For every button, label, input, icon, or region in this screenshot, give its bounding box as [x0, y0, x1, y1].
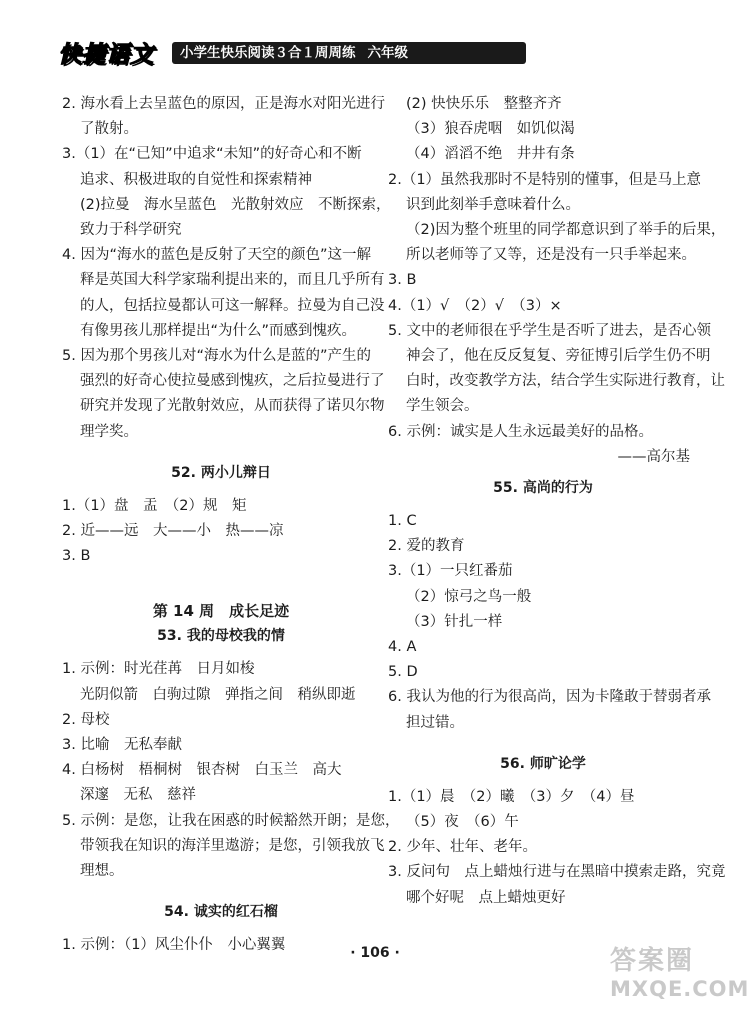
answer-line: 1.（1）盘 盂 （2）规 矩: [62, 497, 247, 514]
answer-line: 学生领会。: [406, 398, 479, 415]
answer-line: 光阴似箭 白驹过隙 弹指之间 稍纵即逝: [80, 686, 356, 703]
answer-line: 带领我在知识的海洋里遨游；是您，引领我放飞: [80, 837, 385, 854]
answer-line: （2)因为整个班里的同学都意识到了举手的后果，: [406, 222, 726, 239]
answer-line: 6. 示例：诚实是人生永远最美好的品格。: [388, 423, 653, 440]
answer-line: 有像男孩儿那样提出“为什么”而感到愧疚。: [80, 322, 357, 339]
answer-line: 研究并发现了光散射效应，从而获得了诺贝尔物: [80, 398, 385, 415]
answer-line: 3.（1）在“已知”中追求“未知”的好奇心和不断: [62, 146, 362, 163]
series-logo: 快捷语文: [58, 41, 154, 68]
answer-line: 了散射。: [80, 121, 138, 138]
watermark-url: MXQE.COM: [610, 977, 750, 1001]
answer-line: 识到此刻举手意味着什么。: [406, 196, 580, 213]
spacer: [62, 569, 380, 599]
grade-label: 六年级: [367, 45, 408, 61]
lesson-title: 56. 师旷论学: [500, 755, 586, 772]
answer-line: 白时，改变教学方法，结合学生实际进行教育，让: [406, 373, 725, 390]
answer-line: 6. 我认为他的行为很高尚，因为卡隆敢于替弱者承: [388, 689, 711, 706]
spacer: [62, 486, 380, 494]
answer-line: 追求、积极进取的自觉性和探索精神: [80, 171, 312, 188]
answer-line: 理想。: [80, 863, 124, 880]
answer-column-right: [388, 92, 726, 911]
answer-line: 哪个好呢 点上蜡烛更好: [406, 889, 566, 906]
answer-line: （3）狼吞虎咽 如饥似渴: [406, 121, 575, 138]
answer-line: 4. 因为“海水的蓝色是反射了天空的颜色”这一解: [62, 247, 371, 264]
answer-line: 3. 反问句 点上蜡烛行进与在黑暗中摸索走路，究竟: [388, 864, 726, 881]
answer-line: 4. 白杨树 梧桐树 银杏树 白玉兰 高大: [62, 762, 342, 779]
book-title: 小学生快乐阅读３合１周周练: [180, 45, 356, 61]
lesson-title: 55. 高尚的行为: [493, 480, 593, 497]
answer-line: 5. 因为那个男孩儿对“海水为什么是蓝的”产生的: [62, 348, 371, 365]
spacer: [388, 777, 698, 785]
answer-line: 1.（1）晨 （2）曦 （3）夕 （4）昼: [388, 788, 635, 805]
answer-line: （4）滔滔不绝 井井有条: [406, 146, 575, 163]
header-title-bar: [172, 42, 526, 64]
answer-line: 3.（1）一只红番茄: [388, 563, 513, 580]
spacer: [62, 884, 380, 900]
spacer: [388, 501, 698, 509]
answer-line: 神会了，他在反反复复、旁征博引后学生仍不明: [406, 348, 711, 365]
answer-line: 强烈的好奇心使拉曼感到愧疚，之后拉曼进行了: [80, 373, 385, 390]
answer-line: 2. 爱的教育: [388, 538, 465, 555]
answer-line: 5. D: [388, 664, 418, 681]
answer-line: (2) 快快乐乐 整整齐齐: [406, 96, 562, 112]
answer-line: 5. 示例：是您，让我在困惑的时候豁然开朗；是您，: [62, 812, 400, 829]
lesson-title: 52. 两小儿辩日: [171, 464, 271, 481]
page-number: · 106 ·: [350, 945, 400, 961]
answer-line: （5）夜 （6）午: [406, 814, 519, 831]
watermark-text: 答案圈: [610, 946, 695, 976]
answer-line: (2)拉曼 海水呈蓝色 光散射效应 不断探索，: [80, 196, 391, 213]
spacer: [388, 736, 698, 752]
watermark-logo: [610, 940, 750, 1012]
answer-line: 3. B: [62, 548, 91, 565]
answer-line: 理学奖。: [80, 423, 138, 440]
answer-line: 3. 比喻 无私奉献: [62, 737, 182, 754]
spacer: [62, 445, 380, 461]
answer-line: 2. 近——远 大——小 热——凉: [62, 523, 284, 540]
answer-line: 所以老师等了又等，还是没有一只手举起来。: [406, 247, 696, 264]
answer-line: 4.（1）√ （2）√ （3）×: [388, 297, 562, 314]
answer-line: 担过错。: [406, 714, 464, 731]
answer-line: 深邃 无私 慈祥: [80, 787, 196, 804]
answer-line: 3. B: [388, 272, 417, 289]
week-title: 第 14 周 成长足迹: [152, 602, 290, 621]
answer-line: （2）惊弓之鸟一般: [406, 588, 532, 605]
lesson-title: 53. 我的母校我的情: [157, 628, 285, 645]
answer-line: 致力于科学研究: [80, 222, 182, 239]
answer-line: 释是英国大科学家瑞利提出来的，而且几乎所有: [80, 272, 385, 289]
answer-line: 1. C: [388, 513, 417, 530]
answer-line: （3）针扎一样: [406, 613, 503, 630]
page-header: [50, 32, 690, 72]
quote-attribution: ——高尔基: [617, 448, 690, 465]
answer-line: 5. 文中的老师很在乎学生是否听了进去，是否心领: [388, 322, 711, 339]
answer-line: 1. 示例：（1）风尘仆仆 小心翼翼: [62, 937, 286, 954]
answer-line: 4. A: [388, 639, 417, 656]
answer-line: 2. 母校: [62, 711, 110, 728]
answer-line: 的人，包括拉曼都认可这一解释。拉曼为自己没: [80, 297, 385, 314]
spacer: [62, 925, 380, 933]
answer-line: 2. 海水看上去呈蓝色的原因，正是海水对阳光进行: [62, 96, 385, 112]
spacer: [62, 649, 380, 657]
lesson-title: 54. 诚实的红石榴: [164, 904, 278, 921]
answer-line: 2. 少年、壮年、老年。: [388, 839, 537, 856]
answer-line: 2.（1）虽然我那时不是特别的懂事，但是马上意: [388, 171, 702, 188]
answer-line: 1. 示例：时光荏苒 日月如梭: [62, 661, 255, 678]
